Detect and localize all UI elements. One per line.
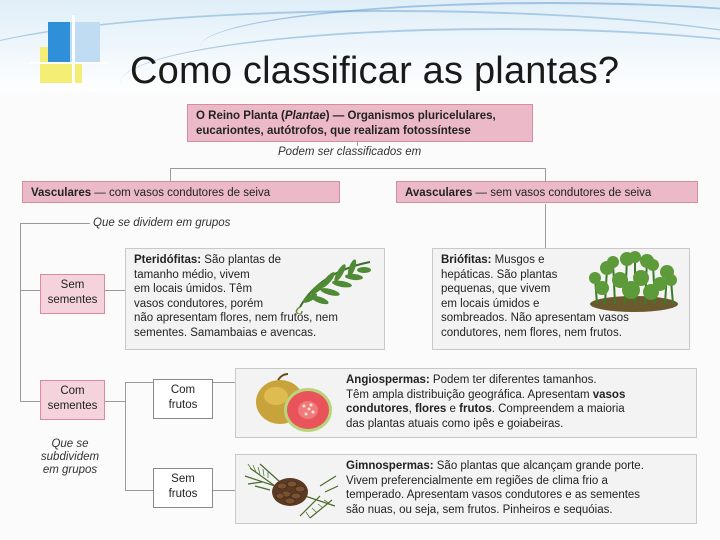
angiospermas-text: . Compreendem a maioria [491, 403, 625, 416]
connector-line [213, 490, 235, 491]
accent-line [30, 62, 110, 64]
pteridofitas-text: São plantas de [201, 254, 282, 266]
vasculares-box [22, 181, 340, 203]
slide-title: Como classificar as plantas? [130, 50, 620, 92]
sem-sementes-box [40, 274, 105, 314]
connector-line [125, 382, 126, 490]
connector-line [170, 168, 545, 169]
connector-line [20, 290, 40, 291]
pteridofitas-text: tamanho médio, vivem [134, 268, 250, 281]
root-text: ) — Organismos pluricelulares, [325, 110, 496, 122]
gimnospermas-text: temperado. Apresentam vasos condutores e as sementes [346, 489, 641, 502]
pteridofitas-text: sementes. Samambaias e avencas. [134, 326, 317, 339]
gimnospermas-title: Gimnospermas: [346, 460, 434, 472]
briofitas-title: Briófitas: [441, 254, 492, 266]
subdivide-text: Que se [51, 438, 89, 450]
angiospermas-highlight: vasos [592, 388, 626, 401]
angiospermas-highlight: flores [415, 403, 447, 416]
angiospermas-text: Podem ter diferentes tamanhos. [429, 374, 597, 386]
connector-line [105, 290, 125, 291]
vasculares-text: — com vasos condutores de seiva [91, 187, 271, 199]
pteridofitas-text: em locais úmidos. Têm [134, 283, 253, 296]
pteridofitas-text: vasos condutores, porém [134, 297, 264, 310]
sem-frutos-text: frutos [168, 488, 198, 500]
connector-line [20, 223, 90, 224]
connector-line [20, 401, 40, 402]
com-sementes-box [40, 380, 105, 420]
connector-line [20, 223, 21, 401]
sem-frutos-text: Sem [171, 473, 195, 485]
classified-label: Podem ser classificados em [275, 146, 424, 158]
fern-illustration [290, 252, 380, 314]
gimnospermas-text: são nuas, ou seja, sem frutos. Pinheiros e sequóias. [346, 503, 613, 516]
com-frutos-box [153, 379, 213, 419]
pinecone-illustration [240, 456, 340, 522]
subdivide-text: subdividem [40, 451, 100, 463]
subdivide-text: em grupos [42, 464, 98, 476]
connector-line [545, 204, 546, 248]
briofitas-text: sombreados. Não apresentam vasos [441, 312, 629, 325]
root-text-italic: Plantae [284, 110, 326, 122]
pteridofitas-title: Pteridófitas: [134, 254, 202, 266]
angiospermas-text: das plantas atuais como ipês e goiabeiras. [346, 417, 564, 430]
accent-line [72, 15, 75, 90]
briofitas-text: em locais úmidos e [441, 297, 540, 310]
angiospermas-text: Têm ampla distribuição geográfica. Apresentam [346, 388, 593, 401]
angiospermas-text: , [408, 403, 416, 416]
classification-diagram [0, 92, 720, 540]
root-text: O Reino Planta ( [196, 110, 285, 122]
sem-sementes-text: Sem [60, 279, 85, 291]
avasculares-title: Avasculares [405, 187, 473, 199]
groups-label: Que se dividem em grupos [90, 217, 233, 229]
briofitas-text: hepáticas. São plantas [441, 268, 558, 281]
connector-line [213, 382, 235, 383]
com-frutos-text: Com [170, 384, 196, 396]
angiospermas-highlight: condutores [346, 403, 409, 416]
com-sementes-text: Com [60, 385, 85, 397]
subdivide-label [30, 438, 110, 477]
briofitas-text: pequenas, que vivem [441, 283, 551, 296]
root-text: eucariontes, autótrofos, que realizam fotossíntese [196, 124, 471, 137]
gimnospermas-text: São plantas que alcançam grande porte. [433, 460, 644, 472]
guava-illustration [250, 372, 336, 436]
sem-sementes-text: sementes [47, 294, 98, 306]
angiospermas-highlight: frutos [459, 403, 492, 416]
vasculares-title: Vasculares [31, 187, 92, 199]
connector-line [545, 168, 546, 182]
connector-line [125, 490, 153, 491]
sem-frutos-box [153, 468, 213, 508]
briofitas-text: Musgos e [491, 254, 545, 266]
pteridofitas-text: não apresentam flores, nem frutos, nem [134, 312, 338, 325]
angiospermas-text: e [446, 403, 460, 416]
gimnospermas-text: Vivem preferencialmente em regiões de clima frio a [346, 474, 608, 487]
root-box [187, 104, 533, 142]
connector-line [170, 168, 171, 182]
com-sementes-text: sementes [47, 400, 98, 412]
moss-illustration [585, 250, 683, 314]
connector-line [105, 401, 125, 402]
avasculares-text: — sem vasos condutores de seiva [472, 187, 652, 199]
connector-line [125, 382, 153, 383]
angiospermas-title: Angiospermas: [346, 374, 430, 386]
com-frutos-text: frutos [168, 399, 198, 411]
avasculares-box [396, 181, 698, 203]
briofitas-text: condutores, nem flores, nem frutos. [441, 326, 622, 339]
